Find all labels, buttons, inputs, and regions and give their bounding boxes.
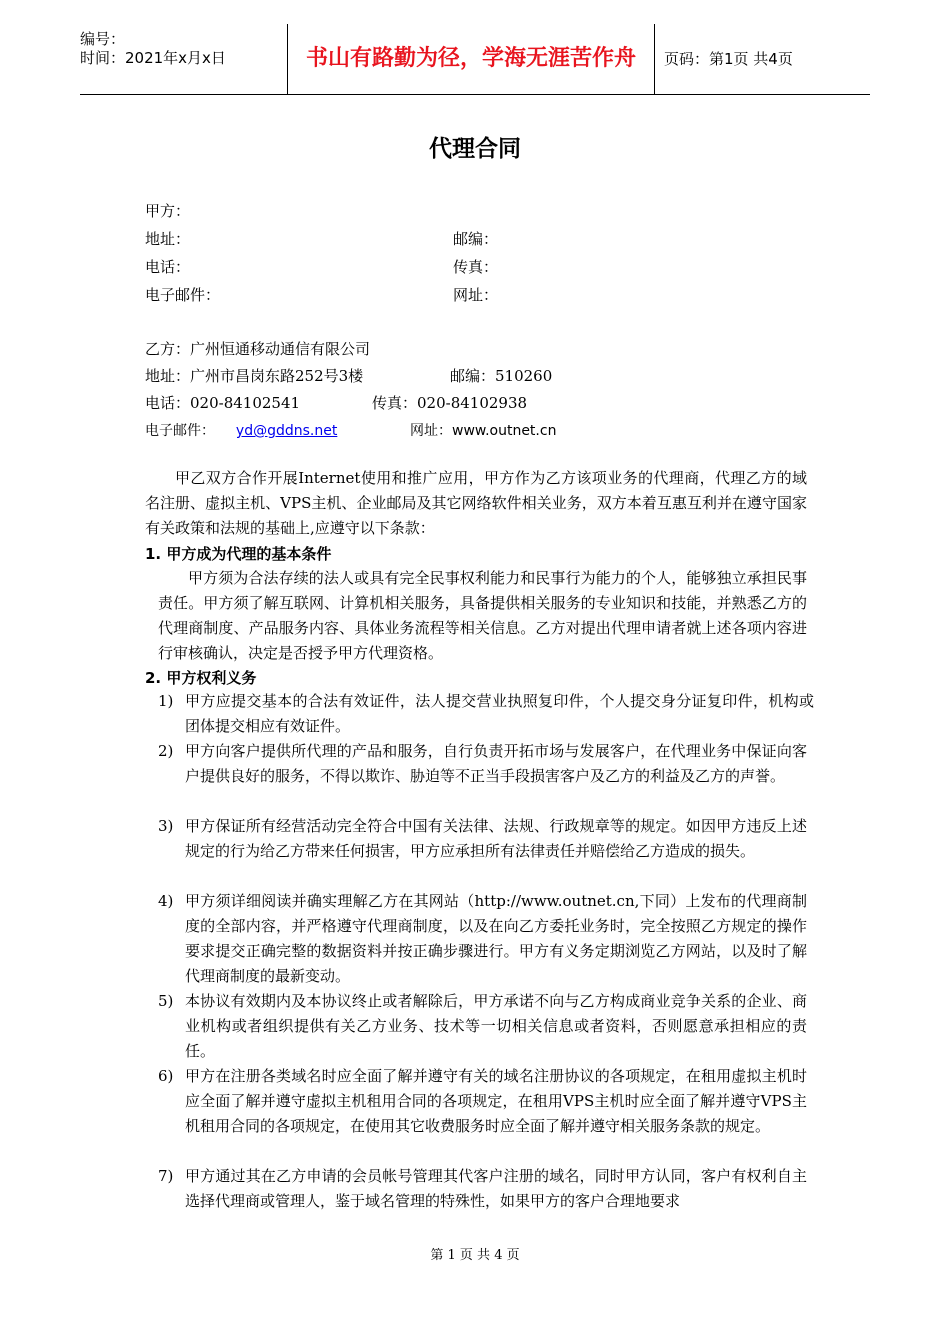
section-2-heading: 2. 甲方权利义务 [145, 669, 257, 687]
list-item-number: 4) [158, 892, 174, 910]
list-item-number: 6) [158, 1067, 174, 1085]
intro-paragraph: 甲乙双方合作开展Internet使用和推广应用，甲方作为乙方该项业务的代理商，代理乙方的域名注册、虚拟主机、VPS主机、企业邮局及其它网络软件相关业务，双方本着互惠互利并在遵守国家有关政策和法规的基础上,应遵守以下条款： [145, 469, 807, 537]
party-a-postcode-label: 邮编： [453, 230, 499, 248]
party-a-email-label: 电子邮件： [145, 286, 221, 304]
party-b-postcode: 邮编：510260 [450, 367, 553, 385]
party-a-name-label: 甲方： [145, 202, 191, 220]
header-divider [654, 24, 655, 94]
section-1-body: 甲方须为合法存续的法人或具有完全民事权利能力和民事行为能力的个人，能够独立承担民事责任。甲方须了解互联网、计算机相关服务，具备提供相关服务的专业知识和技能，并熟悉乙方的代理商制度、产品服务内容、具体业务流程等相关信息。乙方对提出代理申请者就上述各项内容进行审核确认，决定是否授予甲方代理资格。 [158, 569, 807, 662]
list-item-number: 5) [158, 992, 174, 1010]
party-b-email-link[interactable]: yd@gddns.net [235, 423, 338, 439]
section-1-heading: 1. 甲方成为代理的基本条件 [145, 545, 332, 563]
list-item [158, 1064, 807, 1139]
list-item-text: 甲方向客户提供所代理的产品和服务，自行负责开拓市场与发展客户，在代理业务中保证向客户提供良好的服务，不得以欺诈、胁迫等不正当手段损害客户及乙方的利益及乙方的声誉。 [185, 742, 807, 785]
doc-time: 时间：2021年x月x日 [80, 49, 226, 67]
list-item-number: 3) [158, 817, 174, 835]
list-item [158, 1164, 807, 1214]
list-item-text: 甲方保证所有经营活动完全符合中国有关法律、法规、行政规章等的规定。如因甲方违反上述规定的行为给乙方带来任何损害，甲方应承担所有法律责任并赔偿给乙方造成的损失。 [185, 817, 807, 860]
party-b-website: 网址：www.outnet.cn [410, 423, 557, 439]
header-left [80, 30, 280, 68]
header-motto: 书山有路勤为径，学海无涯苦作舟 [305, 46, 636, 71]
list-item-text: 甲方应提交基本的合法有效证件，法人提交营业执照复印件，个人提交身分证复印件，机构或团体提交相应有效证件。 [185, 692, 814, 735]
party-a-address-label: 地址： [145, 230, 191, 248]
list-item [158, 989, 807, 1064]
list-item-text: 甲方在注册各类域名时应全面了解并遵守有关的域名注册协议的各项规定，在租用虚拟主机时应全面了解并遵守虚拟主机租用合同的各项规定，在租用VPS主机时应全面了解并遵守VPS主机租用合同的各项规定，在使用其它收费服务时应全面了解并遵守相关服务条款的规定。 [185, 1067, 807, 1135]
page-header [80, 24, 870, 95]
party-b-email-row [145, 420, 337, 440]
party-a-website-label: 网址： [453, 286, 499, 304]
header-page-info: 页码：第1页 共4页 [664, 50, 793, 68]
list-item-number: 2) [158, 742, 174, 760]
party-b-phone: 电话：020-84102541 [145, 394, 301, 412]
page-footer: 第 1 页 共 4 页 [430, 1248, 520, 1263]
list-item [158, 739, 807, 789]
list-item-number: 7) [158, 1167, 174, 1185]
doc-number-label: 编号： [80, 30, 126, 48]
party-a-phone-label: 电话： [145, 258, 191, 276]
party-a-fax-label: 传真： [453, 258, 499, 276]
list-item-text: 甲方须详细阅读并确实理解乙方在其网站（http://www.outnet.cn,下同）上发布的代理商制度的全部内容，并严格遵守代理商制度，以及在向乙方委托业务时，完全按照乙方规定的操作要求提交正确完整的数据资料并按正确步骤进行。甲方有义务定期浏览乙方网站，以及时了解代理商制度的最新变动。 [185, 892, 807, 985]
list-item-text: 甲方通过其在乙方申请的会员帐号管理其代客户注册的域名，同时甲方认同，客户有权利自主选择代理商或管理人，鉴于域名管理的特殊性，如果甲方的客户合理地要求 [185, 1167, 807, 1210]
document-title: 代理合同 [429, 136, 521, 162]
list-item-text: 本协议有效期内及本协议终止或者解除后，甲方承诺不向与乙方构成商业竞争关系的企业、商业机构或者组织提供有关乙方业务、技术等一切相关信息或者资料，否则愿意承担相应的责任。 [185, 992, 807, 1060]
list-item [158, 689, 814, 739]
party-b-email-label: 电子邮件： [145, 423, 215, 439]
list-item [158, 814, 807, 864]
party-b-address: 地址：广州市昌岗东路252号3楼 [145, 367, 364, 385]
list-item [158, 889, 807, 989]
party-b-name: 乙方：广州恒通移动通信有限公司 [145, 340, 371, 358]
party-b-fax: 传真：020-84102938 [372, 394, 528, 412]
list-item-number: 1) [158, 692, 174, 710]
